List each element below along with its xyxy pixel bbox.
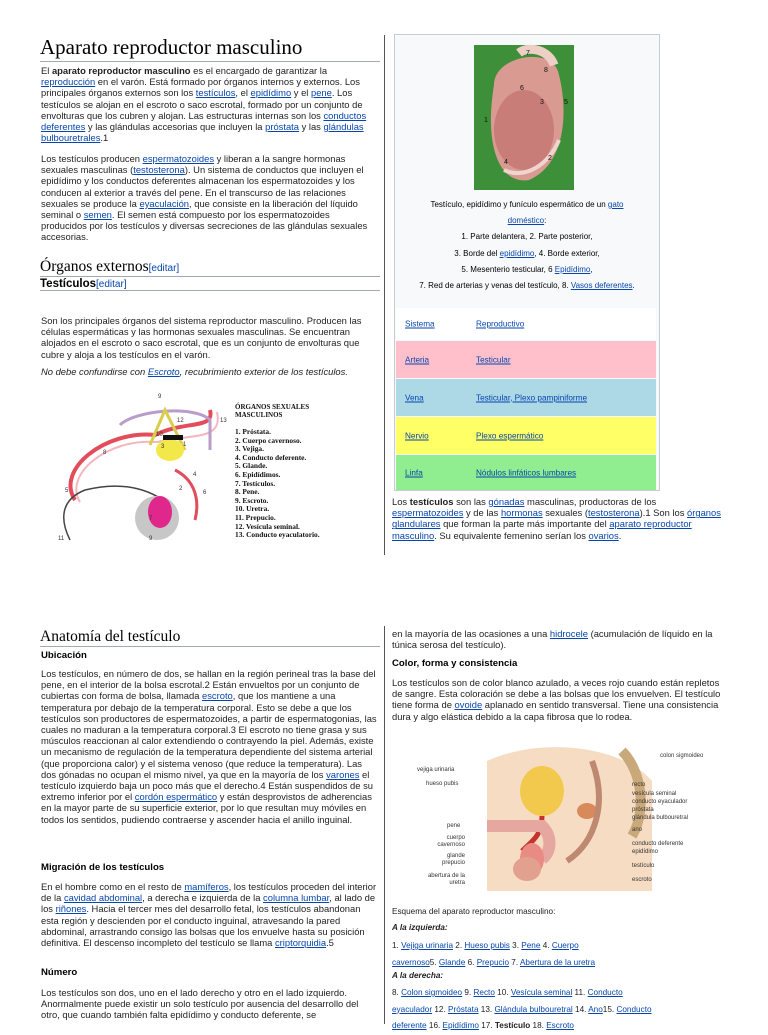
text-segment: 2. [453, 941, 465, 950]
text-line [392, 955, 732, 972]
inline-link[interactable]: Conducto [616, 1004, 652, 1014]
photo-number: 1 [484, 117, 488, 124]
text-segment: y liberan a la sangre hormonas sexuales masculinas ( [41, 153, 346, 176]
anatomy-label: hueso pubis [426, 781, 459, 787]
text-segment: 8. [392, 988, 402, 997]
inline-link[interactable]: espermatozoides [142, 153, 215, 164]
text-segment: y las [298, 121, 324, 133]
text-segment: 7. [509, 957, 520, 967]
legend-item: 12. Vesícula seminal. [235, 521, 300, 531]
anatomy-label: epidídimo [632, 849, 659, 855]
inline-link[interactable]: epidídimo [250, 87, 292, 99]
inline-link[interactable]: espermatozoides [392, 507, 464, 519]
inline-link[interactable]: hidrocele [549, 628, 588, 639]
inline-link[interactable]: varones [326, 768, 360, 780]
text-segment: Los testículos, en número de dos, se hallan en la región perineal tras la base del pene, en el interior de la bolsa escrotal.2 Están envueltos por un conjunto de cubiertas con forma de bolsa, llamada [41, 668, 376, 702]
diagram-number: 12 [177, 418, 184, 424]
inline-link[interactable]: Pene [521, 941, 541, 950]
text-segment: . [632, 281, 635, 291]
inline-link[interactable]: Ano [588, 1004, 603, 1014]
text-line [399, 229, 655, 245]
text-segment: .1 [100, 132, 109, 144]
edit-link[interactable]: [editar] [148, 263, 180, 274]
infobox-value[interactable]: Plexo espermático [476, 431, 544, 440]
anatomy-label: abertura de la uretra [427, 873, 465, 886]
text-line [399, 197, 655, 213]
legend-item: 3. Vejiga. [235, 444, 264, 454]
inline-link[interactable]: doméstico [507, 216, 545, 226]
escroto-link[interactable]: Escroto [147, 366, 180, 377]
inline-link[interactable]: Abertura de la uretra [519, 957, 596, 967]
inline-link[interactable]: gónadas [488, 496, 525, 507]
text-line [399, 262, 655, 278]
inline-link[interactable]: Glándula bulbouretral [494, 1004, 573, 1014]
hidrocele-paragraph [392, 628, 728, 650]
infobox-row-sistema [396, 308, 656, 340]
legend-item: 13. Conducto eyaculatorio. [235, 530, 320, 540]
text-segment: aplanado en sentido transversal. Tiene una consistencia dura y algo elástica debido a la capa fibrosa que lo rodea. [392, 699, 719, 722]
gonads-paragraph [392, 496, 724, 541]
diagram-number: 5 [65, 488, 69, 494]
legend-item: 4. Conducto deferente. [235, 452, 307, 462]
diagram-numbers [45, 390, 235, 550]
anatomy-label: vesícula seminal [632, 791, 677, 797]
text-segment: 7. Red de arterias y venas del testículo, 8. [419, 281, 571, 291]
text-segment: Los [392, 496, 410, 507]
subsection-ubicacion: Ubicación [41, 650, 87, 661]
text-segment: . El semen está compuesto por los espermatozoides producidos por los testículos y diversas secreciones de las glándulas sexuales accesorias. [41, 209, 368, 243]
inline-link[interactable]: Vasos deferentes [570, 281, 633, 291]
inline-link[interactable]: cavernoso [392, 957, 430, 967]
subsection-numero: Número [41, 967, 78, 978]
inline-link[interactable]: reproducción [41, 76, 96, 88]
subsection-testiculos-title: Testículos [40, 278, 97, 290]
anatomy-label: conducto deferente [632, 841, 684, 847]
infobox-caption [399, 197, 655, 294]
legend-item: 5. Glande. [235, 461, 268, 471]
infobox-row-arteria [396, 341, 656, 378]
text-line [392, 985, 732, 1002]
legend-item: 2. Cuerpo cavernoso. [235, 435, 302, 445]
photo-number: 8 [544, 67, 548, 74]
inline-link[interactable]: Cuerpo [551, 941, 579, 950]
text-segment: , a derecha e izquierda de la [142, 892, 264, 904]
inline-link[interactable]: Conducto [587, 988, 623, 997]
infobox-value[interactable]: Testicular [476, 355, 511, 364]
inline-link[interactable]: órganos [687, 507, 721, 519]
right-heading: A la derecha: [392, 971, 444, 980]
infobox-value[interactable]: Nódulos linfáticos lumbares [476, 468, 577, 477]
organ-diagram [45, 390, 375, 550]
text-segment: 1. [392, 941, 402, 950]
text-segment: el testículo izquierdo baja un poco más que el derecho.4 Están suspendidos de su extremo inferior por el [41, 768, 373, 803]
text-segment: . Hacia el tercer mes del desarrollo fetal, los testículos abandonan esta región y descienden por el conducto inguinal, atravesando la pared abdominal, arrastrando consigo las bolsas que los envuelve hasta su posición definitiva. El descenso incompleto del testículo se llama [41, 903, 365, 949]
text-segment: y de las [463, 507, 501, 519]
inline-link[interactable]: ovoide [454, 699, 483, 711]
page2-title: Anatomía del testículo [40, 628, 380, 647]
text-segment: son las [453, 496, 489, 507]
infobox-row-linfa [396, 455, 656, 490]
text-segment: , [590, 264, 593, 274]
anatomy-label: próstata [632, 807, 654, 813]
page-title: Aparato reproductor masculino [40, 35, 380, 62]
hatnote [41, 366, 375, 377]
text-segment: Los testículos son de color blanco azulado, a veces rojo cuando están repletos de sangre. Esta coloración se debe a las bolsas que los envuelven. El testículo tiene forma de [392, 677, 721, 711]
inline-link[interactable]: Próstata [448, 1004, 479, 1014]
text-line [392, 1018, 732, 1035]
diagram-number: 7 [149, 516, 153, 522]
text-segment: 17. [478, 1021, 495, 1030]
scheme-title: Esquema del aparato reproductor masculino: [392, 907, 556, 916]
legend-item: 7. Testículos. [235, 478, 276, 488]
text-segment: 10. [494, 988, 511, 997]
diagram-number: 1 [183, 442, 187, 448]
inline-link[interactable]: semen [83, 209, 112, 221]
text-segment: 12. [432, 1004, 448, 1014]
inline-link[interactable]: Colon sigmoideo [401, 988, 463, 997]
text-segment: .5 [326, 937, 334, 949]
ubicacion-paragraph [41, 668, 378, 825]
infobox-label[interactable]: Arteria [405, 355, 430, 364]
inline-link[interactable]: escroto [202, 690, 233, 702]
text-segment: , el [235, 87, 251, 99]
inline-link[interactable]: Escroto [546, 1021, 574, 1030]
bold-text: testículos [409, 496, 454, 507]
text-segment: 5. Mesenterio testicular, 6 [461, 264, 555, 274]
text-segment: Testículo, epidídimo y funículo espermático de un [430, 200, 608, 209]
infobox-value[interactable]: Reproductivo [476, 319, 525, 329]
inline-link[interactable]: riñones [55, 903, 87, 915]
inline-link[interactable]: eyaculación [139, 197, 190, 209]
legend-item: 8. Pene. [235, 487, 260, 497]
text-segment: 3. Borde del [454, 248, 500, 258]
text-segment: 13. [478, 1004, 495, 1014]
migracion-paragraph [41, 881, 378, 948]
right-list [392, 985, 732, 1030]
photo-number: 5 [564, 99, 568, 106]
bold-text: aparato reproductor masculino [51, 65, 191, 76]
photo-number: 6 [520, 85, 524, 92]
testiculos-paragraph: Son los principales órganos del sistema reproductor masculino. Producen las células espermáticas y las hormonas sexuales masculinas. Se encuentran alojados en el escroto o saco escrotal, que es un conjunto de envolturas que cubre y aloja a los testículos en el varón. [41, 315, 362, 360]
inline-link[interactable]: Glande [438, 957, 466, 967]
infobox-row-nervio [396, 417, 656, 454]
legend-item: 11. Prepucio. [235, 512, 276, 522]
anatomy-label: vejiga urinaria [417, 767, 455, 773]
text-segment: , que consiste en la liberación del líquido seminal o [41, 197, 358, 221]
text-segment: es el encargado de garantizar la [190, 65, 328, 76]
anatomy-label: glándula bulbouretral [632, 815, 689, 821]
diagram-number: 3 [161, 444, 165, 450]
text-segment: 3. [509, 941, 522, 950]
anatomy-label: pene [447, 823, 461, 829]
diagram-number: 11 [58, 536, 65, 542]
infobox-label[interactable]: Linfa [405, 468, 423, 477]
hatnote-prefix: No debe confundirse con [41, 366, 148, 377]
column-divider [384, 35, 385, 555]
infobox-value[interactable]: Testicular, Plexo pampiniforme [476, 393, 588, 402]
diagram-title: ÓRGANOS SEXUALES MASCULINOS [235, 403, 310, 419]
text-segment: , al lado de los [41, 892, 376, 915]
hatnote-suffix: , recubrimiento exterior de los testículos. [179, 366, 348, 377]
inline-link[interactable]: cavidad abdominal [63, 892, 143, 904]
subsection-color: Color, forma y consistencia [392, 658, 518, 669]
photo-number: 7 [526, 50, 530, 57]
text-segment: 15. [602, 1004, 617, 1014]
text-segment: . Su equivalente femenino serían los [434, 529, 589, 541]
anatomy-label: ano [632, 827, 643, 833]
color-paragraph [392, 677, 728, 722]
inline-link[interactable]: eyaculador [392, 1004, 433, 1014]
legend-item: 1. Próstata. [235, 427, 271, 436]
inline-link[interactable]: Epidídimo [442, 1021, 479, 1030]
inline-link[interactable]: glándulas bulbouretrales [41, 121, 364, 144]
infobox-label[interactable]: Sistema [405, 319, 435, 329]
inline-link[interactable]: Prepucio [476, 957, 510, 967]
inline-link[interactable]: criptorquidia [274, 937, 327, 949]
text-line [392, 1002, 732, 1019]
anatomy-label: escroto [632, 877, 652, 883]
text-segment: y están desprovistos de adherencias en la mayor parte de su superficie exterior, por lo que resultan muy móviles en todos los sentidos, pudiendo contraerse y ascender hacia el anillo inguinal. [41, 791, 372, 825]
photo-number: 3 [540, 99, 544, 106]
photo-number: 2 [548, 155, 552, 162]
text-segment: Los testículos producen [41, 153, 143, 164]
diagram-number: 8 [103, 450, 107, 456]
left-list [392, 938, 732, 971]
text-segment: . [618, 529, 622, 541]
inline-link[interactable]: glandulares [392, 518, 441, 530]
subsection-testiculos [40, 278, 380, 291]
inline-link[interactable]: epidídimo [499, 248, 535, 258]
text-segment: (acumulación de líquido en la túnica serosa del testículo). [392, 628, 713, 651]
section-external-title: Órganos externos [40, 258, 149, 275]
text-line [399, 213, 655, 229]
text-segment: ). Un sistema de conductos que incluyen el epidídimo y los conductos deferentes almacenan los espermatozoides y los conducen al exterior a través del pene. En el transcurso de las relaciones sexuales se produce la [41, 164, 364, 209]
bold-text: Testículo [494, 1021, 531, 1030]
inline-link[interactable]: testículos [195, 87, 236, 99]
text-line [399, 246, 655, 262]
text-line [399, 278, 655, 294]
left-heading: A la izquierda: [392, 923, 448, 932]
legend-item: 10. Uretra. [235, 504, 270, 514]
text-segment: : [544, 216, 547, 226]
text-segment: En el hombre como en el resto de [41, 881, 185, 892]
diagram-number: 9 [149, 536, 153, 542]
text-segment: y las glándulas accesorias que incluyen la [85, 121, 266, 133]
inline-link[interactable]: cordón espermático [134, 791, 218, 803]
inline-link[interactable]: testosterona [587, 507, 640, 519]
intro-paragraph [41, 65, 375, 143]
diagram-legend [235, 428, 375, 540]
text-segment: 9. [462, 988, 474, 997]
inline-link[interactable]: Recto [473, 988, 495, 997]
text-segment: 18. [530, 1021, 547, 1030]
diagram-number: 4 [193, 472, 197, 478]
legend-item: 6. Epidídimos. [235, 469, 281, 479]
infobox-row-vena [396, 379, 656, 416]
inline-link[interactable]: Hueso pubis [464, 941, 510, 950]
text-segment: . Los testículos se alojan en el escroto o saco escrotal, formado por un conjunto de envolturas que los cubren y alojan. Las estructuras internas son los [41, 87, 363, 121]
anatomy-label: cuerpo cavernoso [437, 835, 465, 848]
infobox-label[interactable]: Vena [405, 393, 424, 402]
inline-link[interactable]: columna lumbar [263, 892, 330, 904]
text-segment: sexuales ( [542, 507, 588, 519]
diagram-number: 10 [156, 432, 163, 438]
inline-link[interactable]: pene [310, 87, 332, 99]
text-segment: El [41, 65, 52, 76]
text-segment: 4. [540, 941, 552, 950]
infobox-label[interactable]: Nervio [405, 431, 429, 440]
numero-paragraph: Los testículos son dos, uno en el lado derecho y otro en el lado izquierdo. Anormalmente puede existir un solo testículo por ausencia del desarrollo del otro, que cuando también falta epidídimo y conducto deferente, se [41, 987, 359, 1021]
text-segment: que forman la parte más importante del [440, 518, 610, 530]
inline-link[interactable]: ovarios [588, 529, 619, 541]
text-segment: 1. Parte delantera, 2. Parte posterior, [461, 232, 593, 242]
inline-link[interactable]: Vesícula seminal [510, 988, 573, 997]
text-segment: 16. [426, 1021, 443, 1030]
legend-item: 9. Escroto. [235, 495, 269, 505]
text-segment: 6. [465, 957, 477, 967]
text-segment: 11. [572, 988, 588, 997]
edit-link[interactable]: [editar] [96, 279, 127, 290]
text-segment: en la mayoría de las ocasiones a una [392, 628, 550, 639]
inline-link[interactable]: aparato reproductor masculino [392, 518, 692, 541]
text-segment: , que los mantiene a una temperatura por debajo de la temperatura corporal. Esto se debe a que los testículos son productores de espermatozoides, a partir de espermatogonias, las cuales no maduran a la temperatura corporal.3 El escroto no tiene grasa y sus músculos reaccionan al calor extendiendo o contrayendo la piel. Además, existe un mecanismo de regulación de la temperatura dependiente del sistema arterial (que proporciona calor) y el sistema venoso (que reduce la temperatura). Las dos gónadas no ocupan el mismo nivel, ya que en la mayoría de los [41, 690, 377, 780]
text-segment: masculinas, productoras de los [524, 496, 657, 507]
text-segment: 14. [572, 1004, 589, 1014]
text-segment: y el [291, 87, 311, 99]
text-segment: ).1 Son los [639, 507, 688, 519]
anatomy-illustration [392, 741, 728, 896]
inline-link[interactable]: Vejiga urinaria [401, 941, 453, 950]
text-segment: , los testículos proceden del interior de la [41, 881, 377, 904]
photo-number: 4 [504, 159, 508, 166]
anatomy-label: recto [632, 782, 646, 788]
section-external-organs [40, 258, 380, 277]
diagram-number: 13 [220, 418, 227, 424]
inline-link[interactable]: próstata [265, 121, 299, 133]
anatomy-label: conducto eyaculador [632, 799, 688, 805]
subsection-migracion: Migración de los testículos [41, 862, 165, 873]
diagram-number: 9 [158, 394, 162, 400]
text-segment: en el varón. Está formado por órganos internos y externos. Los principales órganos externos son los [41, 76, 360, 99]
anatomy-label: glande prepucio [441, 853, 465, 866]
inline-link[interactable]: conductos deferentes [41, 109, 367, 133]
diagram-number: 2 [179, 486, 183, 492]
photo-numbers [474, 45, 574, 190]
inline-link[interactable]: hormonas [500, 507, 543, 519]
column-divider [384, 626, 385, 1024]
inline-link[interactable]: gato [607, 200, 624, 209]
text-segment: 5. [429, 957, 439, 967]
anatomy-label: colon sigmoideo [660, 753, 704, 759]
text-line [392, 938, 732, 955]
inline-link[interactable]: deferente [392, 1021, 427, 1030]
inline-link[interactable]: mamíferos [184, 881, 229, 892]
anatomy-label: testículo [632, 863, 655, 869]
inline-link[interactable]: Epidídimo [554, 264, 591, 274]
diagram-number: 6 [203, 490, 207, 496]
inline-link[interactable]: testosterona [133, 164, 185, 176]
text-segment: , 4. Borde exterior, [534, 248, 600, 258]
hormones-paragraph [41, 153, 375, 243]
